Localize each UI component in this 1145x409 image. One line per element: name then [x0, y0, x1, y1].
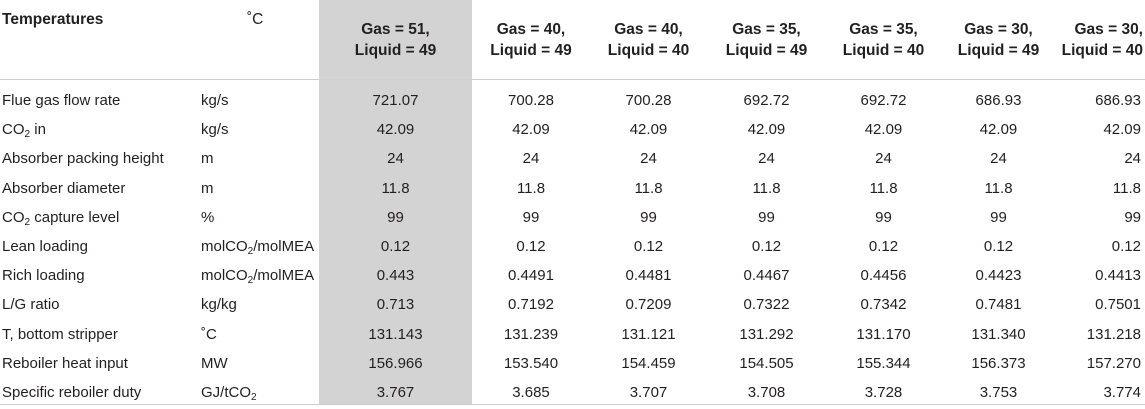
cell-value: 700.28	[625, 92, 672, 110]
cell-value: 0.12	[633, 238, 664, 256]
row-label: T, bottom stripper	[2, 325, 118, 343]
row-unit: m	[201, 150, 214, 168]
cell-value: 0.7481	[975, 296, 1022, 314]
cell-value: 3.685	[512, 383, 550, 401]
cell-value: 24	[758, 150, 775, 168]
cell-value: 692.72	[860, 92, 907, 110]
header-case-1: Gas = 51, Liquid = 49	[319, 0, 472, 80]
cell-value: 42.09	[376, 121, 415, 139]
row-label: $CO_2$ capture level	[2, 208, 120, 228]
cell-value: 24	[640, 150, 657, 168]
cell-value: 0.4456	[860, 267, 907, 285]
cell-value: 99	[522, 208, 540, 226]
row-unit: kg/s	[201, 92, 229, 110]
cell-value: 99	[1124, 208, 1141, 226]
header-case-6: Gas = 30, Liquid = 49	[941, 0, 1056, 80]
cell-value: 0.12	[380, 238, 411, 256]
cell-value: 24	[522, 150, 540, 168]
row-label: Absorber diameter	[2, 179, 126, 197]
cell-value: 0.12	[1111, 238, 1141, 256]
row-label: Specific reboiler duty	[2, 383, 142, 401]
cell-value: 131.121	[621, 325, 676, 343]
cell-value: 154.505	[739, 354, 794, 372]
cell-value: 11.8	[984, 179, 1013, 197]
row-unit: kg/kg	[201, 296, 237, 314]
table-row	[0, 320, 1145, 349]
cell-value: 3.767	[376, 383, 415, 401]
cell-value: 131.239	[503, 325, 559, 343]
cell-value: 0.7209	[625, 296, 672, 314]
table-row	[0, 349, 1145, 378]
row-unit: m	[201, 179, 214, 197]
cell-value: 156.373	[971, 354, 1026, 372]
cell-value: 156.966	[368, 354, 423, 372]
cell-value: 99	[387, 208, 404, 226]
cell-value: 99	[758, 208, 775, 226]
cell-value: 0.12	[868, 238, 899, 256]
cell-value: 11.8	[869, 179, 898, 197]
cell-value: 131.143	[368, 325, 423, 343]
table-row	[0, 378, 1145, 407]
cell-value: 0.4423	[975, 267, 1022, 285]
cell-value: 686.93	[975, 92, 1022, 110]
cell-value: 11.8	[1112, 179, 1141, 197]
cell-value: 11.8	[752, 179, 781, 197]
cell-value: 42.09	[629, 121, 668, 139]
cell-value: 0.4491	[508, 267, 554, 285]
cell-value: 3.707	[629, 383, 668, 401]
cell-value: 153.540	[503, 354, 559, 372]
cell-value: 24	[387, 150, 404, 168]
row-unit: kg/s	[201, 121, 229, 139]
table-row	[0, 115, 1145, 144]
cell-value: 3.728	[864, 383, 903, 401]
cell-value: 3.774	[1103, 383, 1141, 401]
cell-value: 692.72	[743, 92, 790, 110]
cell-value: 721.07	[372, 92, 419, 110]
cell-value: 42.09	[1103, 121, 1141, 139]
cell-value: 0.12	[751, 238, 782, 256]
row-label: Absorber packing height	[2, 150, 164, 168]
row-unit: ˚C	[201, 325, 217, 343]
cell-value: 0.7192	[508, 296, 554, 314]
cell-value: 131.218	[1086, 325, 1141, 343]
table-body	[0, 80, 1145, 408]
row-unit: GJ/tCO$_2$	[201, 383, 257, 403]
row-unit: %	[201, 208, 215, 226]
cell-value: 131.340	[971, 325, 1026, 343]
cell-value: 0.7322	[743, 296, 790, 314]
cell-value: 99	[990, 208, 1007, 226]
cell-value: 131.292	[739, 325, 794, 343]
cell-value: 42.09	[747, 121, 786, 139]
row-unit: molCO$_2$/molMEA	[201, 267, 315, 287]
cell-value: 0.12	[516, 238, 546, 256]
table-row	[0, 203, 1145, 232]
row-label: Flue gas flow rate	[2, 92, 121, 110]
table-row	[0, 80, 1145, 116]
table-row	[0, 174, 1145, 203]
header-case-2: Gas = 40, Liquid = 49	[472, 0, 590, 80]
cell-value: 0.4481	[625, 267, 672, 285]
header-temperatures: Temperatures	[0, 0, 199, 80]
row-unit: molCO$_2$/molMEA	[201, 238, 315, 258]
row-label: $CO_2$ in	[2, 121, 46, 141]
table-bottom-rule	[0, 404, 1145, 405]
cell-value: 99	[875, 208, 892, 226]
header-row	[0, 0, 1145, 80]
row-label: L/G ratio	[2, 296, 60, 314]
row-label: Lean loading	[2, 238, 88, 256]
cell-value: 0.443	[376, 267, 415, 285]
cell-value: 154.459	[621, 354, 676, 372]
cell-value: 3.708	[747, 383, 786, 401]
cell-value: 99	[640, 208, 657, 226]
table-row	[0, 290, 1145, 319]
cell-value: 3.753	[979, 383, 1018, 401]
cell-value: 42.09	[979, 121, 1018, 139]
cell-value: 0.713	[376, 296, 415, 314]
cell-value: 42.09	[864, 121, 903, 139]
table-row	[0, 261, 1145, 290]
cell-value: 24	[875, 150, 892, 168]
cell-value: 11.8	[381, 179, 410, 197]
cell-value: 11.8	[634, 179, 663, 197]
cell-value: 11.8	[516, 179, 546, 197]
header-case-3: Gas = 40, Liquid = 40	[590, 0, 707, 80]
cell-value: 0.7501	[1095, 296, 1141, 314]
cell-value: 24	[990, 150, 1007, 168]
cell-value: 0.4467	[743, 267, 790, 285]
row-unit: MW	[201, 354, 228, 372]
table-row	[0, 232, 1145, 261]
table-row	[0, 144, 1145, 173]
cell-value: 686.93	[1095, 92, 1141, 110]
cell-value: 0.12	[983, 238, 1014, 256]
row-label: Reboiler heat input	[2, 354, 128, 372]
cell-value: 157.270	[1086, 354, 1141, 372]
row-label: Rich loading	[2, 267, 85, 285]
cell-value: 131.170	[856, 325, 911, 343]
cell-value: 0.7342	[860, 296, 907, 314]
cell-value: 155.344	[856, 354, 911, 372]
header-case-7: Gas = 30, Liquid = 40	[1056, 0, 1145, 80]
header-case-5: Gas = 35, Liquid = 40	[826, 0, 941, 80]
cell-value: 0.4413	[1095, 267, 1141, 285]
cell-value: 24	[1124, 150, 1141, 168]
header-unit: ˚C	[199, 0, 319, 80]
cell-value: 42.09	[512, 121, 550, 139]
cell-value: 700.28	[508, 92, 554, 110]
header-case-4: Gas = 35, Liquid = 49	[707, 0, 826, 80]
